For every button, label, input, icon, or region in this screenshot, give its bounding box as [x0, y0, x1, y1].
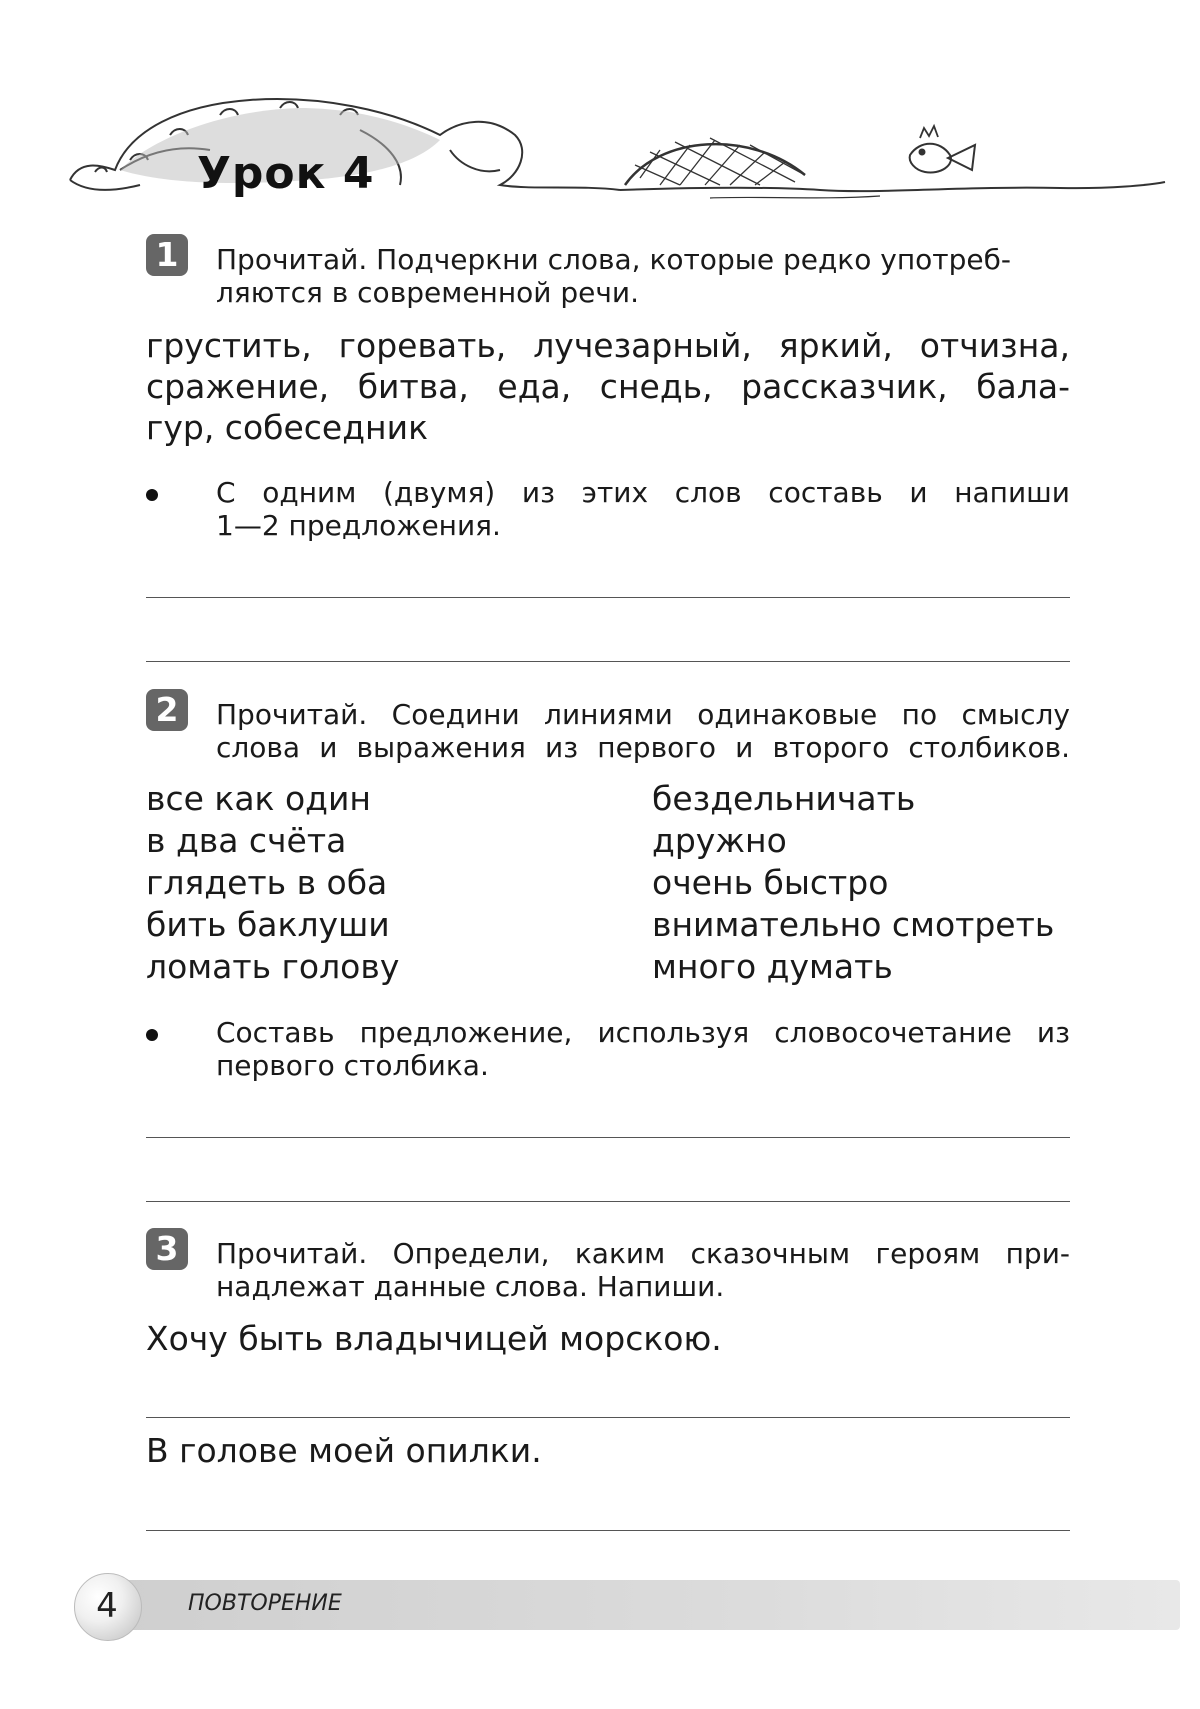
task-1-words-line-2: сражение, битва, еда, снедь, рассказчик, бала-	[146, 367, 1070, 406]
left-column-item[interactable]: все как один	[146, 779, 371, 818]
task-2-number-badge: 2	[146, 689, 188, 731]
right-column-item[interactable]: очень быстро	[652, 863, 889, 902]
task-1-bullet-line-1: С одним (двумя) из этих слов составь и напиши	[216, 476, 1070, 509]
right-column	[652, 778, 1054, 988]
task-2-bullet-line-1: Составь предложение, используя словосочетание из	[216, 1016, 1070, 1049]
left-column-item[interactable]: бить баклуши	[146, 905, 390, 944]
task-1-number-badge: 1	[146, 234, 188, 276]
task-1-words-line-1: грустить, горевать, лучезарный, яркий, отчизна,	[146, 326, 1070, 365]
task-2-bullet	[146, 1029, 158, 1041]
right-column-item[interactable]: бездельничать	[652, 779, 916, 818]
task-1-bullet	[146, 489, 158, 501]
page-number: 4	[96, 1586, 118, 1626]
task-1-bullet-line-2: 1—2 предложения.	[216, 509, 501, 542]
quote-1: Хочу быть владычицей морскою.	[146, 1319, 722, 1358]
quote-2: В голове моей опилки.	[146, 1431, 542, 1470]
left-column-item[interactable]: ломать голову	[146, 947, 400, 986]
task-2-instruction-line-1: Прочитай. Соедини линиями одинаковые по смыслу	[216, 698, 1070, 731]
answer-line[interactable]	[146, 1417, 1070, 1418]
task-2-bullet-line-2: первого столбика.	[216, 1049, 489, 1082]
answer-line[interactable]	[146, 1137, 1070, 1138]
left-column	[146, 778, 399, 988]
right-column-item[interactable]: дружно	[652, 821, 787, 860]
task-1-instruction-line-2: ляются в современной речи.	[216, 276, 640, 309]
task-1-words-line-3: гур, собеседник	[146, 408, 428, 447]
left-column-item[interactable]: глядеть в оба	[146, 863, 388, 902]
task-2-instruction-line-2: слова и выражения из первого и второго столбиков.	[216, 731, 1070, 764]
task-3-instruction-line-1: Прочитай. Определи, каким сказочным героям при-	[216, 1237, 1070, 1270]
answer-line[interactable]	[146, 1530, 1070, 1531]
section-name: ПОВТОРЕНИЕ	[188, 1591, 342, 1616]
right-column-item[interactable]: внимательно смотреть	[652, 905, 1055, 944]
right-column-item[interactable]: много думать	[652, 947, 893, 986]
lesson-title: Урок 4	[197, 148, 375, 199]
answer-line[interactable]	[146, 1201, 1070, 1202]
task-3-instruction-line-2: надлежат данные слова. Напиши.	[216, 1270, 725, 1303]
answer-line[interactable]	[146, 597, 1070, 598]
task-3-number-badge: 3	[146, 1228, 188, 1270]
answer-line[interactable]	[146, 661, 1070, 662]
task-1-instruction-line-1: Прочитай. Подчеркни слова, которые редко употреб-	[216, 243, 1011, 276]
left-column-item[interactable]: в два счёта	[146, 821, 347, 860]
